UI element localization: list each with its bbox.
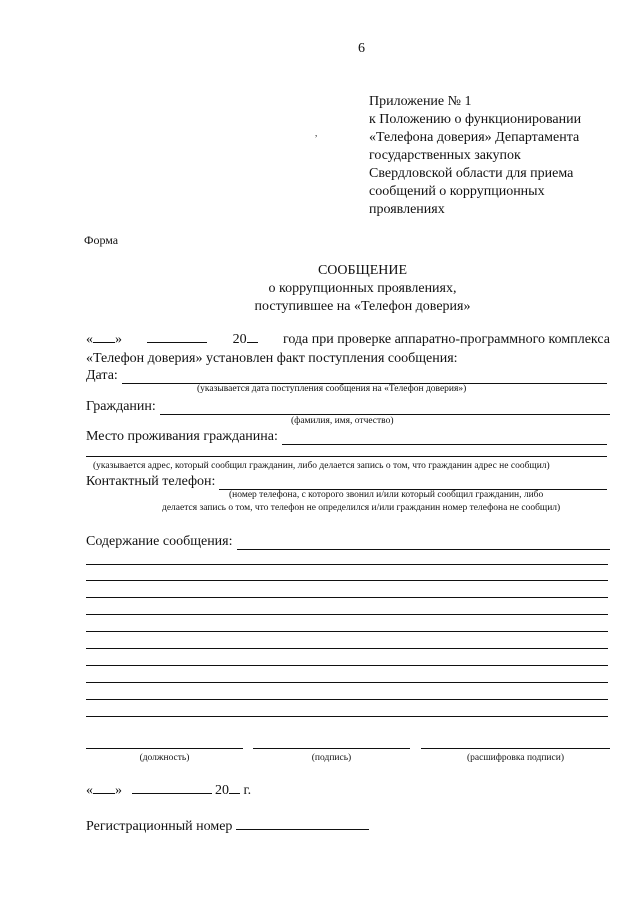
content-line[interactable] (86, 665, 608, 666)
phone-label: Контактный телефон: (86, 474, 216, 489)
content-field[interactable] (86, 533, 610, 550)
content-line[interactable] (86, 716, 608, 717)
phone-input-line[interactable] (219, 478, 607, 490)
content-line[interactable] (86, 597, 608, 598)
month-blank[interactable] (147, 331, 207, 343)
appendix-line: государственных закупок (369, 148, 521, 163)
footer-year-blank[interactable] (229, 782, 240, 794)
date-field[interactable] (86, 367, 607, 384)
appendix-line: Приложение № 1 (369, 94, 472, 109)
footer-date: « » 20 г. (86, 783, 252, 798)
footer-month-blank[interactable] (132, 782, 212, 794)
appendix-block (369, 93, 581, 219)
position-caption: (должность) (139, 753, 190, 763)
form-label: Форма (84, 233, 119, 247)
decryption-caption: (расшифровка подписи) (467, 753, 564, 763)
content-line[interactable] (86, 564, 608, 565)
title-main: СООБЩЕНИЕ (317, 263, 408, 278)
content-line[interactable] (86, 682, 608, 683)
residence-extra-line[interactable] (86, 456, 607, 457)
content-input-line[interactable] (237, 538, 610, 550)
appendix-line: к Положению о функционировании (369, 112, 582, 127)
intro-line-1 (86, 331, 610, 348)
title-block (160, 262, 565, 316)
date-hint: (указывается дата поступления сообщения на «Телефон доверия») (197, 384, 467, 394)
intro-line1-text: года при проверке аппаратно-программного комплекса (282, 332, 610, 347)
signature-caption: (подпись) (311, 753, 352, 763)
content-line[interactable] (86, 648, 608, 649)
page-number: 6 (358, 41, 365, 56)
phone-hint-2: делается запись о том, что телефон не определился и/или гражданин номер телефона не сообщил) (162, 503, 561, 513)
date-input-line[interactable] (122, 372, 607, 384)
title-sub: поступившее на «Телефон доверия» (254, 299, 471, 314)
day-blank[interactable] (93, 331, 115, 343)
position-line[interactable] (86, 748, 243, 749)
appendix-line: проявлениях (369, 202, 445, 217)
content-line[interactable] (86, 631, 608, 632)
citizen-label: Гражданин: (86, 399, 156, 414)
decryption-line[interactable] (421, 748, 610, 749)
appendix-line: Свердловской области для приема (369, 166, 574, 181)
residence-input-line[interactable] (282, 433, 607, 445)
signature-line[interactable] (253, 748, 410, 749)
content-line[interactable] (86, 699, 608, 700)
appendix-line: сообщений о коррупционных (369, 184, 545, 199)
phone-field[interactable] (86, 473, 607, 490)
citizen-input-line[interactable] (160, 403, 610, 415)
content-label: Содержание сообщения: (86, 534, 233, 549)
residence-hint: (указывается адрес, который сообщил гражданин, либо делается запись о том, что гражданин адрес не сообщил) (93, 461, 550, 471)
intro-line-2: «Телефон доверия» установлен факт поступления сообщения: (86, 351, 458, 366)
content-line[interactable] (86, 614, 608, 615)
stray-mark: , (315, 128, 318, 138)
date-day-group: « » (86, 332, 122, 347)
registration-input-line[interactable] (236, 818, 369, 830)
residence-field[interactable] (86, 428, 607, 445)
citizen-field[interactable] (86, 398, 610, 415)
citizen-hint: (фамилия, имя, отчество) (291, 416, 394, 426)
year-blank[interactable] (247, 331, 258, 343)
title-sub: о коррупционных проявлениях, (268, 281, 457, 296)
year-group: 20 (233, 331, 258, 348)
date-label: Дата: (86, 368, 118, 383)
phone-hint-1: (номер телефона, с которого звонил и/или который сообщил гражданин, либо (229, 490, 544, 500)
residence-label: Место проживания гражданина: (86, 429, 278, 444)
content-line[interactable] (86, 580, 608, 581)
appendix-line: «Телефона доверия» Департамента (369, 130, 580, 145)
registration-label: Регистрационный номер (86, 819, 233, 834)
registration-field (86, 818, 369, 835)
footer-day-blank[interactable] (93, 782, 115, 794)
